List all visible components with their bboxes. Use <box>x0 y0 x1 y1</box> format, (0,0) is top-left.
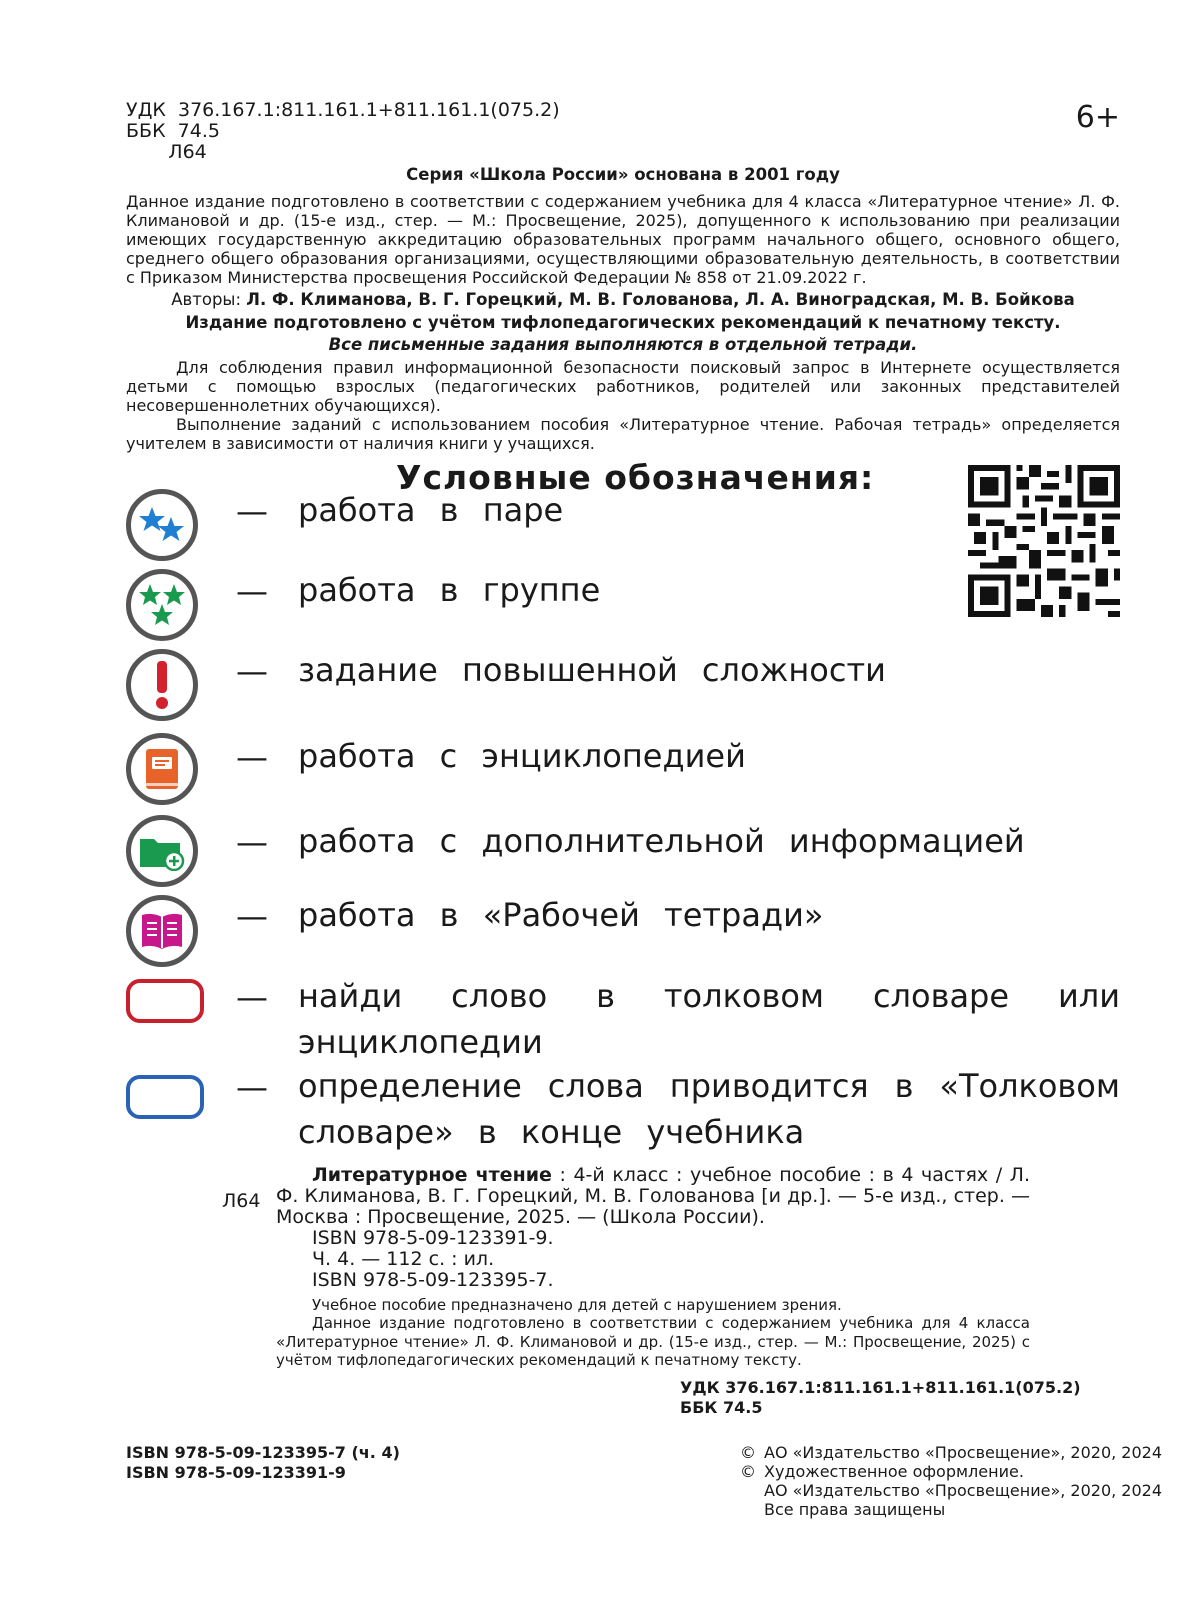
legend-dash: — <box>236 1068 268 1106</box>
card-isbn-main: ISBN 978-5-09-123391-9. <box>312 1227 554 1249</box>
card-title-block <box>276 1165 1030 1228</box>
legend-text-glossary: определение слова приводится в «Толковом словаре» в конце учебника <box>298 1067 1120 1151</box>
intro-text: Данное издание подготовлено в соответствии с содержанием учебника для 4 класса «Литературное чтение» Л. Ф. Климановой и др. (15-е изд., стер. — М.: Просвещение, 2025), допущенного к использованию при реализации имеющих государственную аккредитацию образовательных программ начального общего, основного общего, среднего общего образования организациями, осуществляющими образовательную деятельность, в соответствии с Приказом Министерства просвещения Российской Федерации № 858 от 21.09.2022 г. <box>126 192 1120 287</box>
authors-label: Авторы: <box>171 290 242 309</box>
written-note: Все письменные задания выполняются в отдельной тетради. <box>328 335 918 354</box>
legend-item-hard <box>126 647 1120 727</box>
copyright-line-1: АО «Издательство «Просвещение», 2020, 2024 <box>764 1443 1163 1462</box>
legend-text-additional: работа с дополнительной информацией <box>298 822 1025 860</box>
legend-dash: — <box>236 492 268 530</box>
legend-item-group <box>126 567 1120 647</box>
copyright-symbol: © <box>740 1443 756 1462</box>
isbn-part: ISBN 978-5-09-123395-7 (ч. 4) <box>126 1443 400 1462</box>
isbn-set: ISBN 978-5-09-123391-9 <box>126 1463 346 1482</box>
legend-item-workbook <box>126 893 1120 973</box>
card-title: Литературное чтение <box>312 1164 552 1186</box>
three-stars-icon <box>126 569 198 641</box>
copyright-symbol: © <box>740 1462 756 1481</box>
bbk-line: ББК 74.5 <box>126 120 220 142</box>
udk-block <box>126 100 560 163</box>
legend-item-dictionary-search <box>126 974 1120 1064</box>
copyright-line-3: АО «Издательство «Просвещение», 2020, 2024 <box>764 1481 1163 1500</box>
udk-line: УДК 376.167.1:811.161.1+811.161.1(075.2) <box>126 99 560 121</box>
legend-item-pair <box>126 487 1120 567</box>
card-isbn-part: ISBN 978-5-09-123395-7. <box>312 1269 554 1291</box>
encyclopedia-book-icon <box>126 733 198 805</box>
card-udk: УДК 376.167.1:811.161.1+811.161.1(075.2) <box>680 1378 1081 1397</box>
card-note-2: Данное издание подготовлено в соответствии с содержанием учебника для 4 класса «Литературное чтение» Л. Ф. Климановой и др. (15-е изд., стер. — М.: Просвещение, 2025) с учётом тифлопедагогических рекомендаций к печатному тексту. <box>276 1314 1030 1369</box>
card-bbk: ББК 74.5 <box>680 1398 763 1417</box>
legend-dash: — <box>236 572 268 610</box>
safety-note-1: Для соблюдения правил информационной безопасности поисковый запрос в Интернете осуществляется детьми с помощью взрослых (педагогических работников, родителей или законных представителей несовершеннолетних обучающихся). <box>126 358 1120 415</box>
prepared-note: Издание подготовлено с учётом тифлопедагогических рекомендаций к печатному тексту. <box>185 313 1061 332</box>
exclamation-icon <box>126 649 198 721</box>
author-code: Л64 <box>126 141 207 163</box>
isbn-block <box>126 1443 400 1483</box>
card-author-code: Л64 <box>222 1190 261 1212</box>
card-description: : 4-й класс : учебное пособие : в 4 частях / Л. Ф. Климанова, В. Г. Горецкий, М. В. Голованова [и др.]. — 5-е изд., стер. — Москва : Просвещение, 2025. — (Школа России). <box>276 1164 1030 1228</box>
copyright-line-2: Художественное оформление. <box>764 1462 1024 1481</box>
legend-item-additional <box>126 813 1120 893</box>
red-frame-icon <box>126 979 204 1023</box>
copyright-block <box>740 1443 1162 1519</box>
folder-plus-icon <box>126 815 198 887</box>
legend-dash: — <box>236 738 268 776</box>
legend-text-dictionary-search: найди слово в толковом словаре или энциклопедии <box>298 977 1120 1061</box>
safety-note-2: Выполнение заданий с использованием пособия «Литературное чтение. Рабочая тетрадь» определяется учителем в зависимости от наличия книги у учащихся. <box>126 415 1120 453</box>
card-part: Ч. 4. — 112 с. : ил. <box>312 1248 495 1270</box>
legend-item-glossary <box>126 1065 1120 1155</box>
legend-text-hard: задание повышенной сложности <box>298 651 886 689</box>
legend-text-pair: работа в паре <box>298 491 564 529</box>
legend-dash: — <box>236 652 268 690</box>
legend-text-workbook: работа в «Рабочей тетради» <box>298 896 824 934</box>
legend-text-group: работа в группе <box>298 571 601 609</box>
blue-frame-icon <box>126 1075 204 1119</box>
workbook-icon <box>126 895 198 967</box>
two-stars-icon <box>126 489 198 561</box>
authors-line <box>126 290 1120 309</box>
age-rating: 6+ <box>1075 100 1120 135</box>
legend-text-encyclopedia: работа с энциклопедией <box>298 737 746 775</box>
intro-paragraph <box>126 192 1120 287</box>
safety-notes <box>126 358 1120 453</box>
authors-names: Л. Ф. Климанова, В. Г. Горецкий, М. В. Голованова, Л. А. Виноградская, М. В. Бойкова <box>246 290 1075 309</box>
legend-dash: — <box>236 823 268 861</box>
legend-dash: — <box>236 897 268 935</box>
card-codes <box>680 1378 1081 1418</box>
series-note: Серия «Школа России» основана в 2001 году <box>406 165 840 184</box>
copyright-line-4: Все права защищены <box>764 1500 946 1519</box>
card-note-1: Учебное пособие предназначено для детей с нарушением зрения. <box>312 1296 842 1314</box>
legend-dash: — <box>236 978 268 1016</box>
legend-title: Условные обозначения: <box>396 458 875 497</box>
legend-item-encyclopedia <box>126 733 1120 813</box>
